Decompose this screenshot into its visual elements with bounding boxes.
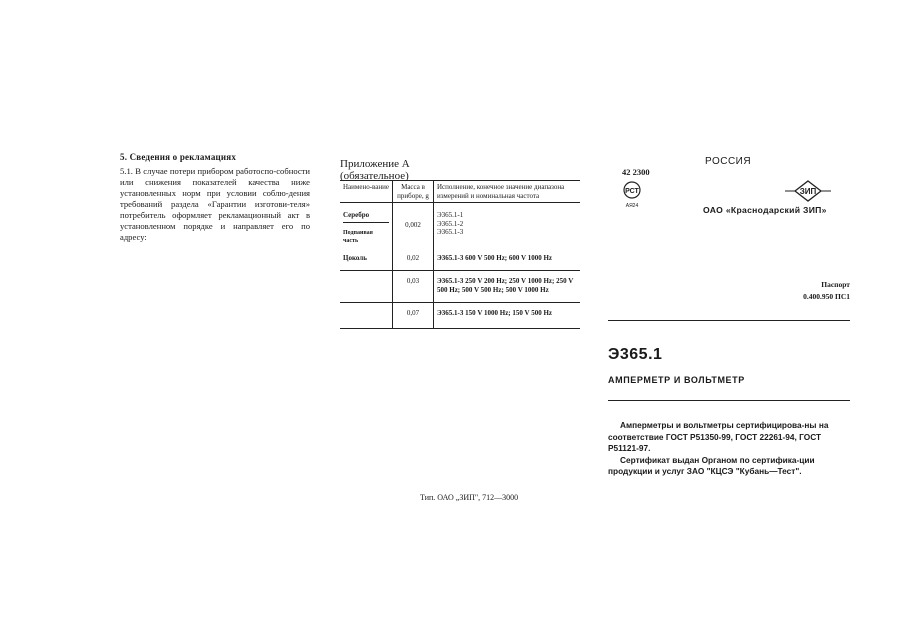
cell-mass xyxy=(393,248,434,271)
cert-mark-text: РСТ xyxy=(625,188,639,195)
appendix-table xyxy=(340,180,580,329)
model-title: Э365.1 xyxy=(608,346,663,363)
material-base: Цоколь xyxy=(343,253,367,262)
cert-paragraph: Сертификат выдан Органом по сертифика-ции продукции и услуг ЗАО "КЦСЭ "Кубань—Тест". xyxy=(608,454,815,476)
cert-paragraph: Амперметры и вольтметры сертифицирова-ны на соответствие ГОСТ Р51350-99, ГОСТ 22261-94, ГОСТ Р51121-97. xyxy=(608,420,829,453)
appendix-title xyxy=(340,158,410,182)
cell-version xyxy=(434,203,581,248)
version-value: Э365.1-3 250 V 200 Hz; 250 V 1000 Hz; 250 V 500 Hz; 500 V 500 Hz; 500 V 1000 Hz xyxy=(437,277,574,294)
section-title: 5. Сведения о рекламациях xyxy=(120,152,237,162)
mass-value: 0,002 xyxy=(405,221,421,229)
mass-value: 0,03 xyxy=(406,277,420,285)
mass-value: 0,07 xyxy=(406,309,420,317)
version-value: Э365.1-3 xyxy=(437,228,464,236)
cell-material xyxy=(340,248,393,271)
cell-material xyxy=(340,203,393,248)
appendix-title-line2: (обязательное) xyxy=(340,170,409,182)
print-note: Тип. ОАО „ЗИП", 712—3000 xyxy=(420,493,519,502)
version-value: Э365.1-1 xyxy=(437,211,464,219)
cert-mark-sub: АЯ24 xyxy=(625,203,639,209)
cell-material xyxy=(340,271,393,303)
cell-material xyxy=(340,303,393,329)
section-body: 5.1. В случае потери прибором работоспо-собности или снижения показателей качества ниже установленных норм при условии соблю-дения требований раздела «Гарантии изготови-теля» потребитель оформляет рекламационный акт в установленном порядке и направляет его по адресу: xyxy=(120,166,310,242)
table-row xyxy=(340,271,580,303)
material-solder-part: Подпаивая часть xyxy=(343,229,373,244)
table-row xyxy=(340,203,580,248)
passport-number: 0.400.950 ПС1 xyxy=(803,292,850,301)
cell-version xyxy=(434,248,581,271)
logo-text: ЗИП xyxy=(799,187,817,196)
divider xyxy=(608,400,850,401)
passport-label: Паспорт xyxy=(821,280,850,289)
divider xyxy=(608,320,850,321)
zip-logo-icon xyxy=(783,180,833,202)
appendix-title-line1: Приложение А xyxy=(340,158,410,170)
header-name: Наимено-вание xyxy=(340,181,393,203)
cell-version xyxy=(434,271,581,303)
mass-value: 0,02 xyxy=(406,253,420,262)
cell-mass xyxy=(393,203,434,248)
table-row xyxy=(340,303,580,329)
header-version: Исполнение, конечное значение диапазона измерений и номинальная частота xyxy=(434,181,581,203)
cell-version xyxy=(434,303,581,329)
product-title: АМПЕРМЕТР И ВОЛЬТМЕТР xyxy=(608,375,745,385)
material-silver: Серебро xyxy=(343,211,389,223)
certification-mark-icon xyxy=(621,181,643,209)
cell-mass xyxy=(393,271,434,303)
version-value: Э365.1-3 600 V 500 Hz; 600 V 1000 Hz xyxy=(437,253,552,262)
version-value: Э365.1-2 xyxy=(437,219,464,228)
company-name: ОАО «Краснодарский ЗИП» xyxy=(703,205,827,215)
product-code: 42 2300 xyxy=(622,167,650,177)
table-row xyxy=(340,248,580,271)
version-value: Э365.1-3 150 V 1000 Hz; 150 V 500 Hz xyxy=(437,309,552,317)
cell-mass xyxy=(393,303,434,329)
passport-block xyxy=(790,279,850,303)
country: РОССИЯ xyxy=(705,156,752,167)
table-header-row xyxy=(340,181,580,203)
certification-text xyxy=(608,420,850,478)
header-mass: Масса в приборе, g xyxy=(393,181,434,203)
